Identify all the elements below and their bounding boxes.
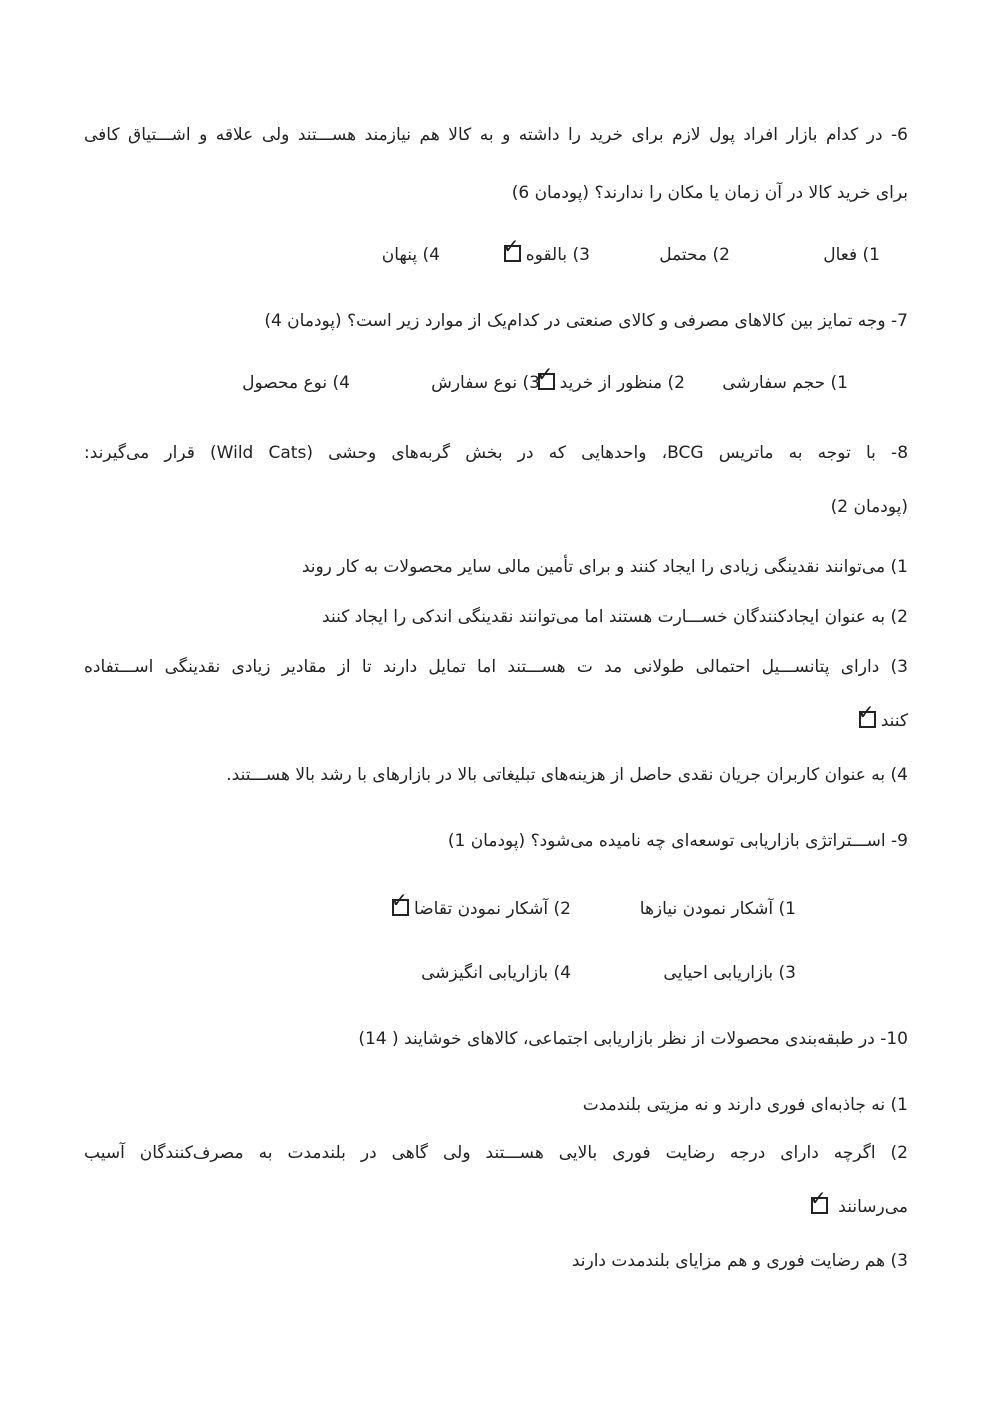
q6-text-line-2: برای خرید کالا در آن زمان یا مکان را ندارند؟ (پودمان 6) bbox=[511, 183, 908, 203]
q8-option-3-line-1: 3) دارای پتانســـیل احتمالی طولانی مد ت هســـتند اما تمایل دارند تا از مقادیر زیادی نقدینگی اســـتفاده bbox=[84, 657, 908, 677]
check-mark-icon: ✓ bbox=[502, 234, 520, 258]
q8-text-line-2: (پودمان 2) bbox=[830, 497, 908, 517]
q10-option-1: 1) نه جاذبه‌ای فوری دارند و نه مزیتی بلندمدت bbox=[582, 1095, 908, 1115]
q10-option-2-line-2 bbox=[84, 1186, 908, 1220]
question-10 bbox=[84, 1026, 908, 1274]
question-9 bbox=[84, 828, 908, 986]
q7-options-row bbox=[84, 362, 908, 396]
q7-option-2 bbox=[536, 362, 685, 396]
check-mark-icon: ✓ bbox=[857, 700, 875, 724]
q9-option-1-label: 1) آشکار نمودن نیازها bbox=[639, 899, 796, 919]
q8-text-line-1: 8- با توجه به ماتریس BCG، واحدهایی که در بخش گربه‌های وحشی (Wild Cats) قرار می‌گیرند: bbox=[84, 443, 909, 463]
q7-option-4-label: 4) نوع محصول bbox=[242, 373, 350, 393]
q9-option-4 bbox=[84, 960, 571, 986]
q10-option-2-line-1: 2) اگرچه دارای درجه رضایت فوری بالایی هســـتند ولی گاهی در بلندمدت به مصرف‌کنندگان آسیب bbox=[84, 1143, 908, 1163]
q7-option-2-label: 2) منظور از خرید bbox=[559, 373, 685, 393]
q9-option-1 bbox=[571, 896, 796, 922]
q7-option-1 bbox=[685, 370, 848, 396]
q10-option-3: 3) هم رضایت فوری و هم مزایای بلندمدت دارند bbox=[571, 1251, 908, 1271]
q9-options-row-1 bbox=[84, 888, 908, 922]
q9-option-2-label: 2) آشکار نمودن تقاضا bbox=[414, 899, 571, 919]
check-mark-icon: ✓ bbox=[536, 362, 554, 386]
q6-text-line-1: 6- در کدام بازار افراد پول لازم برای خرید را داشته و به کالا هم نیازمند هســـتند ولی علاقه و اشـــتیاق کافی bbox=[84, 125, 908, 145]
q7-option-3 bbox=[350, 370, 540, 396]
q7-text-line-1: 7- وجه تمایز بین کالاهای مصرفی و کالای صنعتی در کدام‌یک از موارد زیر است؟ (پودمان 4) bbox=[264, 311, 908, 331]
q6-option-4 bbox=[84, 242, 440, 268]
q9-text-line-1: 9- اســـتراتژی بازاریابی توسعه‌ای چه نامیده می‌شود؟ (پودمان 1) bbox=[447, 831, 908, 851]
q7-option-4 bbox=[84, 370, 350, 396]
q9-option-4-label: 4) بازاریابی انگیزشی bbox=[421, 963, 571, 983]
checkbox-checked-icon bbox=[536, 362, 555, 390]
q9-option-3-label: 3) بازاریابی احیایی bbox=[663, 963, 796, 983]
q6-option-1-label: 1) فعال bbox=[823, 245, 880, 265]
q8-option-1: 1) می‌توانند نقدینگی زیادی را ایجاد کنند و برای تأمین مالی سایر محصولات به کار روند bbox=[301, 557, 908, 577]
q10-text-line-1: 10- در طبقه‌بندی محصولات از نظر بازاریابی اجتماعی، کالاهای خوشایند ( 14) bbox=[358, 1029, 908, 1049]
q6-option-3-label: 3) بالقوه bbox=[525, 245, 590, 265]
q6-option-3 bbox=[440, 234, 590, 268]
check-mark-icon: ✓ bbox=[809, 1186, 827, 1210]
checkbox-checked-icon bbox=[391, 888, 409, 916]
q6-option-2-label: 2) محتمل bbox=[659, 245, 730, 265]
checkbox-checked-icon bbox=[502, 234, 521, 262]
q6-options-row bbox=[84, 234, 908, 268]
q6-option-4-label: 4) پنهان bbox=[381, 245, 440, 265]
q9-option-3 bbox=[571, 960, 796, 986]
q8-option-3-continuation: کنند bbox=[880, 711, 908, 731]
q6-option-1 bbox=[730, 242, 880, 268]
q9-options-row-2 bbox=[84, 960, 908, 986]
q8-option-2: 2) به عنوان ایجادکنندگان خســـارت هستند اما می‌توانند نقدینگی اندکی را ایجاد کنند bbox=[322, 607, 908, 627]
q9-option-2 bbox=[84, 888, 571, 922]
q10-option-2-continuation: می‌رسانند bbox=[838, 1197, 908, 1217]
q7-option-1-label: 1) حجم سفارشی bbox=[722, 373, 848, 393]
q6-option-2 bbox=[590, 242, 730, 268]
question-8 bbox=[84, 440, 908, 788]
question-7 bbox=[84, 308, 908, 396]
checkbox-checked-icon bbox=[857, 700, 876, 728]
q8-option-4: 4) به عنوان کاربران جریان نقدی حاصل از هزینه‌های تبلیغاتی بالا در بازارهای با رشد بالا هســـتند. bbox=[226, 765, 908, 785]
checkbox-checked-icon bbox=[809, 1186, 828, 1214]
check-mark-icon: ✓ bbox=[391, 888, 408, 912]
q8-option-3-line-2 bbox=[84, 700, 908, 734]
question-6 bbox=[84, 122, 908, 268]
q7-option-3-label: 3) نوع سفارش bbox=[431, 373, 540, 393]
